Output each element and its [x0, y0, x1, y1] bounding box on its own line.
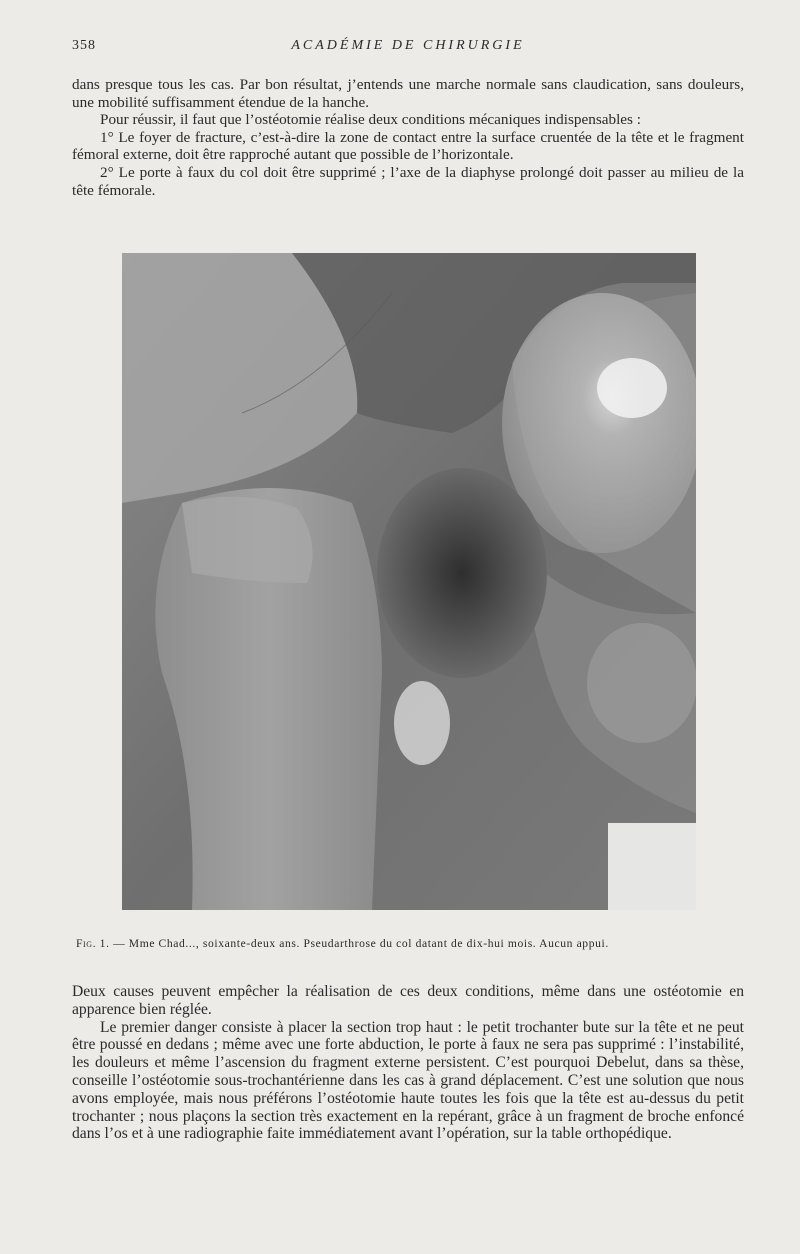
figure-caption-text: — Mme Chad..., soixante-deux ans. Pseudarthrose du col datant de dix-hui mois. Aucun appui.: [113, 937, 609, 950]
figure-caption: [76, 937, 746, 950]
radiograph-image: [122, 253, 696, 910]
bottom-text-block: [72, 983, 744, 1143]
paragraph: Deux causes peuvent empêcher la réalisation de ces deux conditions, même dans une ostéotomie en apparence bien réglée.: [72, 983, 744, 1018]
paragraph: dans presque tous les cas. Par bon résultat, j’entends une marche normale sans claudication, sans douleurs, une mobilité suffisamment étendue de la hanche.: [72, 76, 744, 111]
page-header: [72, 38, 744, 60]
running-title: ACADÉMIE DE CHIRURGIE: [291, 38, 525, 53]
top-text-block: [72, 76, 744, 199]
radiograph-figure: [122, 253, 696, 910]
paragraph: 2° Le porte à faux du col doit être supprimé ; l’axe de la diaphyse prolongé doit passer au milieu de la tête fémorale.: [72, 163, 744, 199]
paragraph: Le premier danger consiste à placer la section trop haut : le petit trochanter bute sur la tête et ne peut être poussé en dedans ; même avec une forte abduction, le porte à faux ne sera pas supprimé : l’instabilité, les douleurs et même l’ascension du fragment externe persistent. C’est pourquoi Debelut, dans sa thèse, conseille l’ostéotomie sous-trochantérienne dans les cas à grand déplacement. C’est une solution que nous avons employée, mais nous préférons l’ostéotomie haute toutes les fois que la tête est au-dessus du petit trochanter ; nous plaçons la section très exactement en la repérant, grâce à un fragment de broche enfoncé dans l’os et à une radiographie faite immédiatement avant l’opération, sur la table orthopédique.: [72, 1018, 744, 1143]
paragraph: 1° Le foyer de fracture, c’est-à-dire la zone de contact entre la surface cruentée de la tête et le fragment fémoral externe, doit être rapproché autant que possible de l’horizontale.: [72, 128, 744, 164]
figure-label: Fig. 1.: [76, 937, 110, 950]
page-number: 358: [72, 38, 96, 53]
paragraph: Pour réussir, il faut que l’ostéotomie réalise deux conditions mécaniques indispensables :: [100, 111, 641, 129]
